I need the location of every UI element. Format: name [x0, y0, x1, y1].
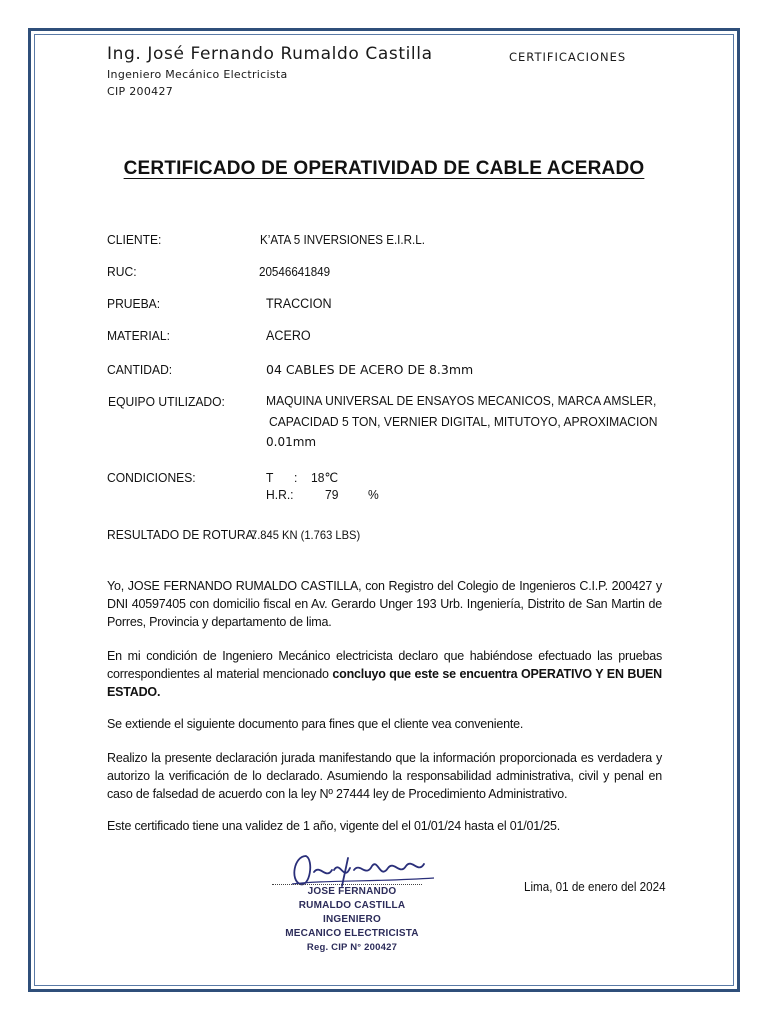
validity-statement: Este certificado tiene una validez de 1 año, vigente del el 01/01/24 hasta el 01/01/25.	[107, 819, 561, 833]
temperature-separator: :	[294, 470, 298, 485]
humidity-value: 79	[325, 487, 339, 502]
stamp-line-1: JOSE FERNANDO	[307, 886, 397, 897]
material-label: MATERIAL:	[107, 328, 170, 343]
resultado-value: 7.845 KN (1.763 LBS)	[251, 528, 361, 542]
temperature-label: T	[266, 470, 274, 485]
signature-line	[272, 884, 422, 885]
prueba-value: TRACCION	[266, 296, 332, 311]
cliente-value: K’ATA 5 INVERSIONES E.I.R.L.	[260, 233, 425, 247]
resultado-label: RESULTADO DE ROTURA:	[107, 527, 258, 542]
engineer-cip: CIP 200427	[107, 85, 174, 98]
equipo-line-1: MAQUINA UNIVERSAL DE ENSAYOS MECANICOS, MARCA AMSLER,	[266, 393, 657, 408]
declaration-paragraph-1: Yo, JOSE FERNANDO RUMALDO CASTILLA, con Registro del Colegio de Ingenieros C.I.P. 200427 y DNI 40597405 con domicilio fiscal en Av. Gerardo Unger 193 Urb. Ingeniería, Distrito de San Martin de Porres, Provincia y departamento de lima.	[107, 579, 662, 629]
section-label: CERTIFICACIONES	[509, 50, 627, 64]
prueba-label: PRUEBA:	[107, 296, 161, 311]
issue-date: Lima, 01 de enero del 2024	[524, 880, 666, 894]
cliente-label: CLIENTE:	[107, 232, 162, 247]
declaration-conclusion: concluyo que este se encuentra OPERATIVO Y EN BUEN ESTADO.	[107, 667, 663, 699]
condiciones-label: CONDICIONES:	[107, 470, 196, 485]
declaration-paragraph-3: Se extiende el siguiente documento para fines que el cliente vea conveniente.	[107, 717, 524, 731]
stamp-line-4: MECANICO ELECTRICISTA	[285, 928, 419, 939]
humidity-unit: %	[368, 487, 379, 502]
stamp-line-2: RUMALDO CASTILLA	[298, 900, 406, 911]
document-title: CERTIFICADO DE OPERATIVIDAD DE CABLE ACERADO	[123, 158, 645, 179]
equipo-line-3: 0.01mm	[266, 435, 317, 449]
stamp-line-5: Reg. CIP N° 200427	[306, 942, 398, 953]
equipo-line-2: CAPACIDAD 5 TON, VERNIER DIGITAL, MITUTOYO, APROXIMACION	[269, 414, 658, 429]
engineer-name: Ing. José Fernando Rumaldo Castilla	[107, 44, 433, 64]
temperature-value: 18℃	[311, 470, 339, 485]
ruc-value: 20546641849	[259, 265, 331, 279]
ruc-label: RUC:	[107, 264, 137, 279]
engineer-profession: Ingeniero Mecánico Electricista	[107, 68, 288, 81]
stamp-line-3: INGENIERO	[323, 914, 381, 925]
equipo-label: EQUIPO UTILIZADO:	[108, 394, 225, 409]
humidity-label: H.R.:	[266, 487, 294, 502]
cantidad-value: 04 CABLES DE ACERO DE 8.3mm	[266, 362, 474, 377]
declaration-paragraph-2	[107, 647, 662, 701]
cantidad-label: CANTIDAD:	[107, 362, 173, 377]
declaration-paragraph-2-text: En mi condición de Ingeniero Mecánico electricista declaro que habiéndose efectuado las pruebas correspondientes al material mencionado	[107, 649, 662, 681]
equipo-value	[266, 390, 666, 453]
material-value: ACERO	[266, 328, 311, 343]
declaration-paragraph-4: Realizo la presente declaración jurada manifestando que la información proporcionada es verdadera y autorizo la verificación de lo declarado. Asumiendo la responsabilidad administrativa, civil y penal en caso de falsedad de acuerdo con la ley Nº 27444 ley de Procedimiento Administrativo.	[107, 751, 662, 801]
